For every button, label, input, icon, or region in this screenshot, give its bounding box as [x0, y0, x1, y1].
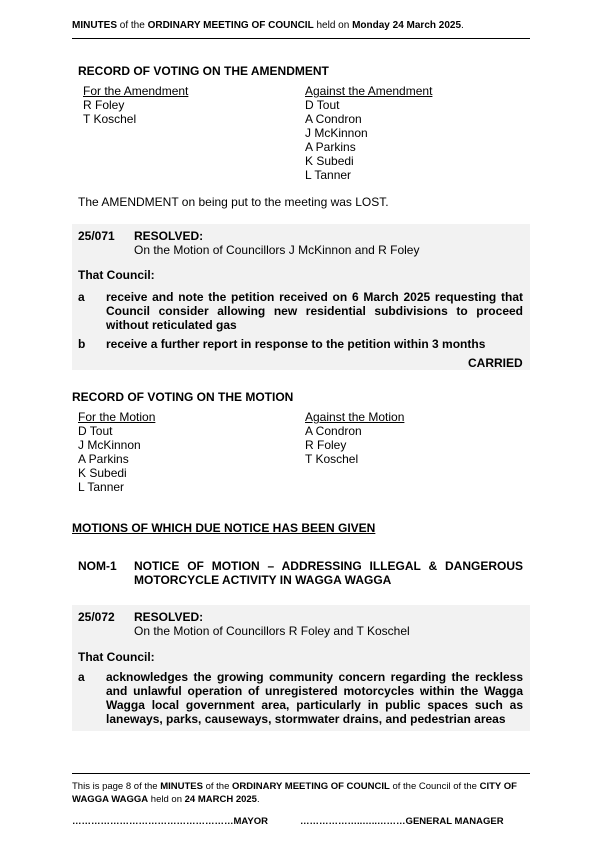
header-meeting: ORDINARY MEETING OF COUNCIL: [147, 20, 314, 31]
header-text: held on: [313, 20, 353, 31]
motion-for-label: For the Motion: [78, 410, 156, 424]
footer-text: This is page 8 of the: [72, 781, 161, 792]
general-manager-signature-line: ………………..…..………GENERAL MANAGER: [300, 816, 504, 827]
amendment-against-label: Against the Amendment: [305, 84, 433, 98]
amendment-against-name: J McKinnon: [305, 126, 368, 140]
page-footer: [72, 780, 530, 806]
amendment-against-name: D Tout: [305, 98, 340, 112]
amendment-for-name: T Koschel: [83, 112, 137, 126]
motion-for-name: K Subedi: [78, 466, 127, 480]
resolution-072-resolved: RESOLVED:: [134, 610, 204, 624]
footer-text: of the Council of the: [389, 781, 480, 792]
motion-for-column: [78, 410, 278, 494]
motion-for-name: D Tout: [78, 424, 113, 438]
header-date: Monday 24 March 2025: [352, 20, 462, 31]
motion-against-name: R Foley: [305, 438, 347, 452]
amendment-vote-heading: RECORD OF VOTING ON THE AMENDMENT: [78, 64, 329, 78]
amendment-against-name: A Condron: [305, 112, 362, 126]
amendment-against-column: [305, 84, 505, 182]
motion-against-name: T Koschel: [305, 452, 359, 466]
amendment-against-name: K Subedi: [305, 154, 354, 168]
footer-meeting: ORDINARY MEETING OF COUNCIL: [232, 781, 390, 792]
amendment-for-label: For the Amendment: [83, 84, 189, 98]
resolution-071-item-text: receive a further report in response to the petition within 3 months: [106, 337, 486, 351]
motion-vote-heading: RECORD OF VOTING ON THE MOTION: [72, 390, 294, 404]
footer-text: of the: [202, 781, 233, 792]
footer-date: 24 MARCH 2025: [184, 794, 257, 805]
amendment-against-name: L Tanner: [305, 168, 352, 182]
mayor-signature-line: ……………………………………………MAYOR: [72, 816, 268, 827]
amendment-for-column: [83, 84, 283, 126]
header-rule: [72, 38, 530, 39]
motion-for-name: J McKinnon: [78, 438, 141, 452]
footer-rule: [72, 773, 530, 774]
footer-text: .: [256, 794, 260, 805]
header-minutes: MINUTES: [72, 20, 117, 31]
resolution-071-resolved: RESOLVED:: [134, 229, 204, 243]
motion-for-name: L Tanner: [78, 480, 125, 494]
resolution-071-item-text: receive and note the petition received on 6 March 2025 requesting that Council consider allowing new residential subdivisions to proceed without reticulated gas: [106, 290, 523, 332]
notice-section-heading: MOTIONS OF WHICH DUE NOTICE HAS BEEN GIVEN: [72, 521, 376, 535]
page-header: [72, 20, 464, 31]
amendment-for-name: R Foley: [83, 98, 125, 112]
nom-title-line: MOTORCYCLE ACTIVITY IN WAGGA WAGGA: [134, 573, 392, 587]
carried-label: CARRIED: [468, 356, 523, 370]
header-text: of the: [117, 20, 148, 31]
resolution-071-item-label: a: [78, 290, 85, 304]
resolution-071-item-label: b: [78, 337, 86, 351]
nom-title-line: NOTICE OF MOTION – ADDRESSING ILLEGAL & DANGEROUS: [134, 559, 523, 573]
motion-against-column: [305, 410, 505, 466]
amendment-result: The AMENDMENT on being put to the meeting was LOST.: [78, 195, 389, 209]
resolution-071-number: 25/071: [78, 229, 115, 243]
nom-title: [134, 559, 523, 587]
footer-text: held on: [148, 794, 185, 805]
motion-against-name: A Condron: [305, 424, 362, 438]
resolution-072-item-text: acknowledges the growing community concern regarding the reckless and unlawful operation of unregistered motorcycles within the Wagga Wagga local government area, particularly in public spaces such as laneways, parks, causeways, stormwater drains, and pedestrian areas: [106, 670, 523, 726]
resolution-071-motion: On the Motion of Councillors J McKinnon and R Foley: [134, 243, 420, 257]
footer-city: CITY OF WAGGA WAGGA: [72, 781, 517, 805]
footer-minutes: MINUTES: [160, 781, 203, 792]
resolution-072-that-council: That Council:: [78, 650, 155, 664]
resolution-071-that-council: That Council:: [78, 268, 155, 282]
motion-for-name: A Parkins: [78, 452, 129, 466]
amendment-against-name: A Parkins: [305, 140, 356, 154]
resolution-072-number: 25/072: [78, 610, 115, 624]
resolution-072-motion: On the Motion of Councillors R Foley and T Koschel: [134, 624, 410, 638]
resolution-072-item-label: a: [78, 670, 85, 684]
nom-number: NOM-1: [78, 559, 117, 573]
header-text: .: [461, 20, 464, 31]
motion-against-label: Against the Motion: [305, 410, 405, 424]
